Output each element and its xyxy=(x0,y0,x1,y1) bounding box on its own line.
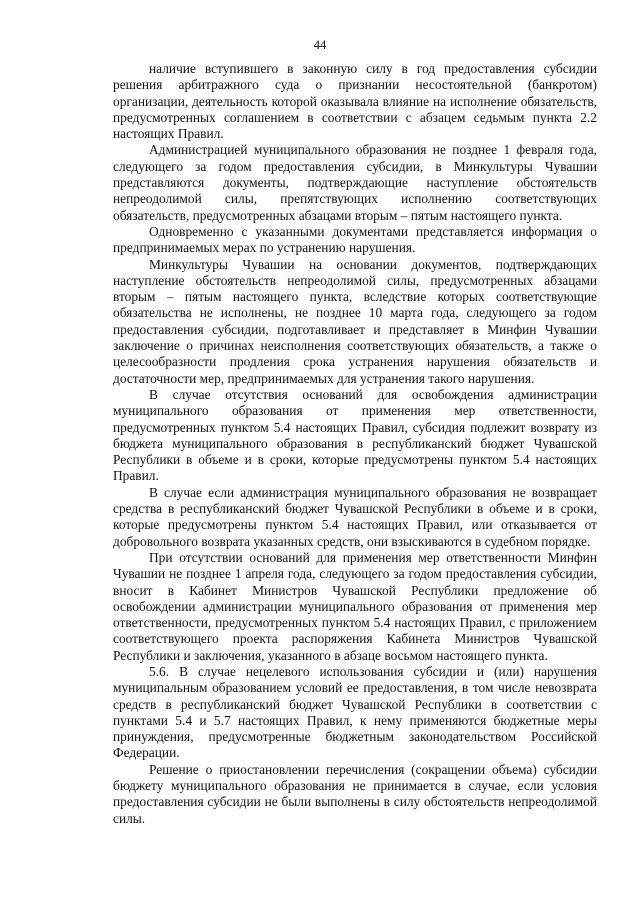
paragraph-2: Администрацией муниципального образования не позднее 1 февраля года, следующего за годом предоставления субсидии, в Минкультуры Чувашии представляются документы, подтверждающие наступление обстоятельств непреодолимой силы, препятствующих исполнению соответствующих обязательств, предусмотренных абзацами вторым – пятым настоящего пункта. xyxy=(113,142,597,223)
paragraph-7: При отсутствии оснований для применения мер ответственности Минфин Чувашии не позднее 1 апреля года, следующего за годом предоставления субсидии, вносит в Кабинет Министров Чувашской Республики предложение об освобождении администрации муниципального образования от применения мер ответственности, предусмотренных пунктом 5.4 настоящих Правил, с приложением соответствующего проекта распоряжения Кабинета Министров Чувашской Республики и заключения, указанного в абзаце восьмом настоящего пункта. xyxy=(113,549,597,663)
document-body xyxy=(113,61,597,827)
paragraph-8: 5.6. В случае нецелевого использования субсидии и (или) нарушения муниципальным образованием условий ее предоставления, в том числе невозврата средств в республиканский бюджет Чувашской Республики в соответствии с пунктами 5.4 и 5.7 настоящих Правил, к нему применяются бюджетные меры принуждения, предусмотренные бюджетным законодательством Российской Федерации. xyxy=(113,663,597,761)
paragraph-1: наличие вступившего в законную силу в год предоставления субсидии решения арбитражного суда о признании несостоятельной (банкротом) организации, деятельность которой оказывала влияние на исполнение обязательств, предусмотренных соглашением в соответствии с абзацем седьмым пункта 2.2 настоящих Правил. xyxy=(113,61,597,142)
paragraph-3: Одновременно с указанными документами представляется информация о предпринимаемых мерах по устранению нарушения. xyxy=(113,223,597,256)
paragraph-5: В случае отсутствия оснований для освобождения администрации муниципального образования от применения мер ответственности, предусмотренных пунктом 5.4 настоящих Правил, субсидия подлежит возврату из бюджета муниципального образования в республиканский бюджет Чувашской Республики в объеме и в сроки, которые предусмотрены пунктом 5.4 настоящих Правил. xyxy=(113,386,597,484)
paragraph-6: В случае если администрация муниципального образования не возвращает средства в республиканский бюджет Чувашской Республики в объеме и в сроки, которые предусмотрены пунктом 5.4 настоящих Правил, или отказывается от добровольного возврата указанных средств, они взыскиваются в судебном порядке. xyxy=(113,484,597,549)
paragraph-9: Решение о приостановлении перечисления (сокращении объема) субсидии бюджету муниципального образования не принимается в случае, если условия предоставления субсидии не были выполнены в силу обстоятельств непреодолимой силы. xyxy=(113,761,597,826)
paragraph-4: Минкультуры Чувашии на основании документов, подтверждающих наступление обстоятельств непреодолимой силы, предусмотренных абзацами вторым – пятым настоящего пункта, вследствие которых соответствующие обязательства не исполнены, не позднее 10 марта года, следующего за годом предоставления субсидии, подготавливает и представляет в Минфин Чувашии заключение о причинах неисполнения соответствующих обязательств, а также о целесообразности продления срока устранения нарушения обязательств и достаточности мер, предпринимаемых для устранения такого нарушения. xyxy=(113,256,597,386)
page-number: 44 xyxy=(313,38,327,52)
